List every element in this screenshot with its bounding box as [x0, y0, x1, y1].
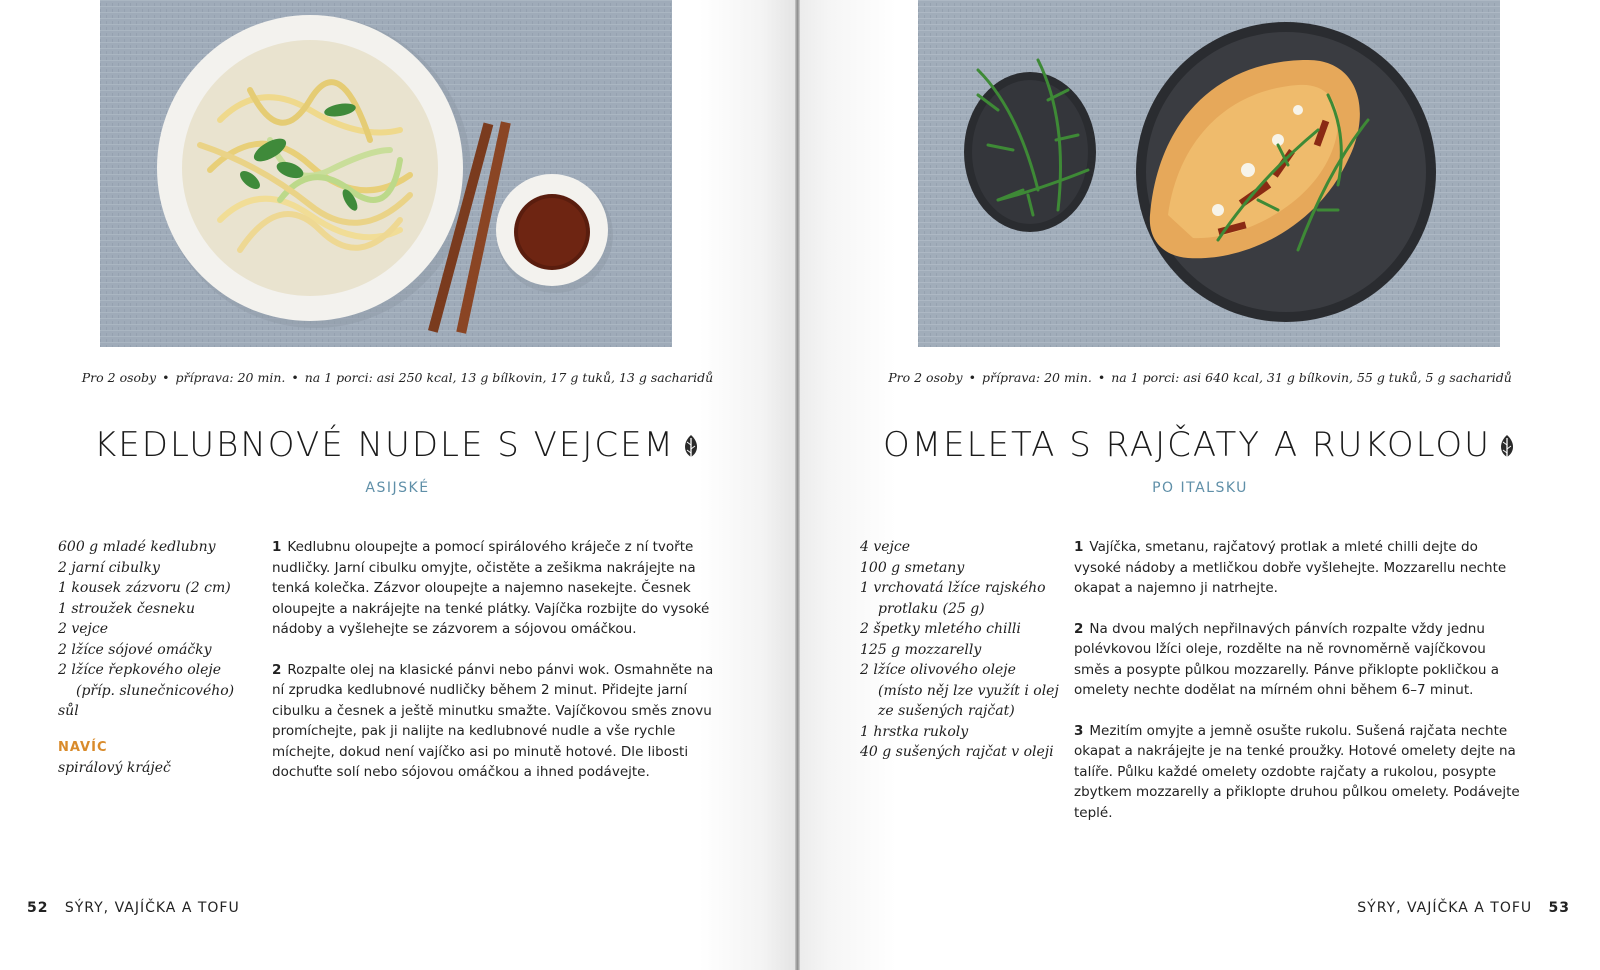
recipe-subtitle-right: PO ITALSKU	[1152, 480, 1248, 496]
ingredient-item: (místo něj lze využít i olej	[878, 682, 1059, 699]
vegetarian-leaf-icon	[1497, 433, 1517, 461]
recipe-meta-right	[800, 370, 1600, 385]
step-2	[1074, 619, 1524, 701]
page-number: 52	[27, 900, 49, 916]
section-name: SÝRY, VAJÍČKA A TOFU	[1357, 900, 1533, 916]
footer-right	[1357, 900, 1570, 916]
ingredient-item: (příp. slunečnicového)	[76, 682, 235, 699]
ingredient-item: ze sušených rajčat)	[878, 703, 1015, 719]
omelette-photo-illustration	[918, 0, 1500, 347]
vegetarian-leaf-icon	[681, 433, 701, 461]
recipe-title-text: OMELETA S RAJČATY A RUKOLOU	[883, 425, 1491, 465]
steps-right	[1074, 537, 1524, 843]
ingredient-item: 600 g mladé kedlubny	[58, 539, 216, 555]
step-text: Vajíčka, smetanu, rajčatový protlak a mleté chilli dejte do vysoké nádoby a metličkou dobře vyšlehejte. Mozzarellu nechte okapat a najemno ji natrhejte.	[1074, 539, 1507, 596]
noodles-photo-illustration	[100, 0, 672, 347]
steps-left	[272, 537, 720, 803]
ingredient-item: 125 g mozzarelly	[860, 641, 982, 658]
step-2	[272, 660, 720, 783]
ingredients-list-right	[860, 537, 1059, 763]
nutrition-text: na 1 porci: asi 640 kcal, 31 g bílkovin, 55 g tuků, 5 g sacharidů	[1111, 370, 1512, 385]
ingredient-item: 2 jarní cibulky	[58, 559, 160, 576]
extras-label: NAVÍC	[58, 740, 108, 755]
ingredient-item: 40 g sušených rajčat v oleji	[860, 744, 1054, 760]
prep-time-text: příprava: 20 min.	[175, 370, 286, 385]
ingredient-item: 2 lžíce řepkového oleje	[58, 662, 222, 678]
step-number: 1	[1074, 539, 1084, 555]
right-page	[800, 0, 1600, 970]
step-text: Rozpalte olej na klasické pánvi nebo pánvi wok. Osmahněte na ní zprudka kedlubnové nudličky během 2 minut. Přidejte jarní cibulku a česnek a ještě minutku smažte. Vajíčkovou směs znovu promíchejte, pak ji nalijte na kedlubnové nudle a vše rychle míchejte, dokud není vajíčko asi po minutě hotové. Dle libosti dochuťte solí nebo sójovou omáčkou a ihned podávejte.	[272, 661, 714, 780]
meta-separator-bullet: •	[291, 370, 299, 385]
recipe-title-left	[0, 425, 795, 465]
recipe-meta-left	[0, 370, 795, 385]
step-number: 1	[272, 539, 282, 555]
step-number: 2	[1074, 620, 1084, 637]
servings-text: Pro 2 osoby	[81, 370, 157, 385]
ingredient-item: 2 lžíce sójové omáčky	[58, 641, 212, 658]
step-text: Na dvou malých nepřilnavých pánvích rozpalte vždy jednu polévkovou lžíci oleje, rozdělte na ně rovnoměrně vajíčkovou směs a posypte půlkou mozzarelly. Pánve přiklopte pokličkou a omelety nechte dodělat na mírném ohni během 6–7 minut.	[1074, 620, 1499, 698]
meta-separator-bullet: •	[1097, 370, 1106, 385]
omelette-photo	[918, 0, 1500, 347]
noodles-photo	[100, 0, 672, 347]
footer-left	[27, 900, 240, 916]
step-1	[272, 537, 720, 640]
ingredient-item: 1 hrstka rukoly	[860, 723, 969, 740]
ingredient-item: 100 g smetany	[860, 559, 965, 576]
step-1	[1074, 537, 1524, 599]
servings-text: Pro 2 osoby	[888, 370, 963, 385]
ingredient-item: protlaku (25 g)	[878, 600, 985, 617]
ingredient-item: 1 stroužek česneku	[58, 600, 196, 617]
nutrition-text: na 1 porci: asi 250 kcal, 13 g bílkovin, 17 g tuků, 13 g sacharidů	[304, 370, 714, 385]
step-number: 3	[1074, 722, 1084, 739]
ingredient-item: 2 lžíce olivového oleje	[860, 662, 1016, 678]
prep-time-text: příprava: 20 min.	[981, 370, 1092, 385]
step-text: Mezitím omyjte a jemně osušte rukolu. Sušená rajčata nechte okapat a nakrájejte je na tenké proužky. Hotové omelety dejte na talíře. Půlku každé omelety ozdobte rajčaty a rukolou, posypte zbytkem mozzarelly a přiklopte druhou půlkou omelety. Podávejte teplé.	[1074, 722, 1520, 821]
ingredient-item: 1 vrchovatá lžíce rajského	[860, 580, 1046, 596]
ingredient-item: 1 kousek zázvoru (2 cm)	[58, 580, 231, 596]
ingredient-item: sůl	[58, 703, 79, 719]
left-page	[0, 0, 795, 970]
extras-item: spirálový kráječ	[58, 760, 171, 776]
recipe-title-text: KEDLUBNOVÉ NUDLE S VEJCEM	[94, 425, 675, 465]
section-name: SÝRY, VAJÍČKA A TOFU	[64, 900, 240, 916]
ingredient-item: 2 špetky mletého chilli	[860, 621, 1021, 637]
page-number: 53	[1548, 900, 1570, 916]
step-3	[1074, 721, 1524, 824]
recipe-subtitle-left: ASIJSKÉ	[365, 480, 430, 496]
ingredient-item: 2 vejce	[58, 621, 109, 637]
ingredient-item: 4 vejce	[860, 539, 911, 555]
step-number: 2	[272, 661, 282, 678]
step-text: Kedlubnu oloupejte a pomocí spirálového kráječe z ní tvořte nudličky. Jarní cibulku omyjte, očistěte a zešikma nakrájejte na tenká kolečka. Zázvor oloupejte a najemno nasekejte. Česnek oloupejte a nakrájejte na tenké plátky. Vajíčka rozbijte do vysoké nádoby a vyšlehejte se zázvorem a sójovou omáčkou.	[272, 539, 710, 637]
meta-separator-bullet: •	[968, 370, 976, 385]
ingredients-list-left	[58, 537, 234, 722]
recipe-title-right	[800, 425, 1600, 465]
meta-separator-bullet: •	[162, 370, 170, 385]
